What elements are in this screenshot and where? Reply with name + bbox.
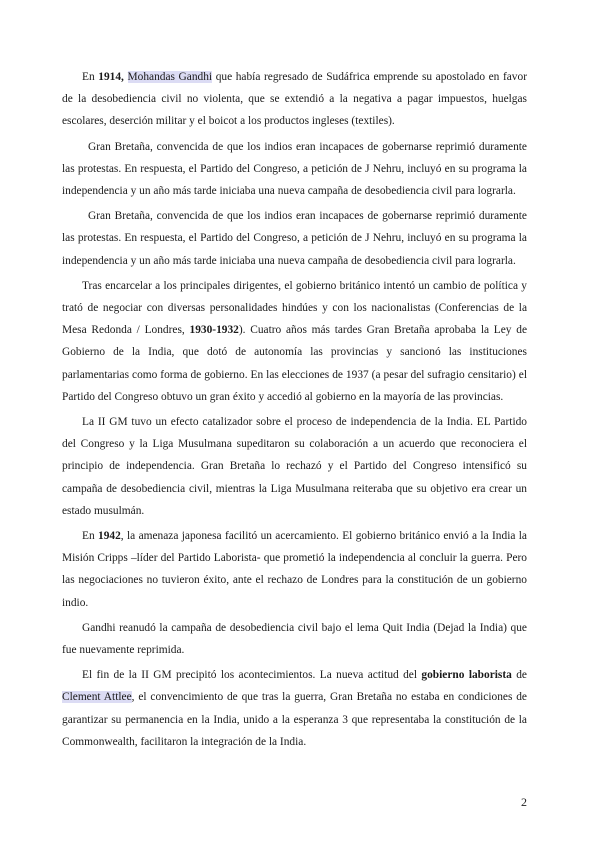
year-bold: 1914, — [98, 71, 124, 83]
text-segment: En — [82, 530, 99, 543]
text-segment: El fin de la II GM precipitó los acontecimientos. La nueva actitud del — [82, 669, 422, 682]
highlighted-name-gandhi[interactable]: Mohandas Gandhi — [127, 71, 213, 83]
paragraph-repression-2 — [62, 205, 527, 272]
year-bold: 1942 — [98, 530, 121, 543]
paragraph-quit-india — [62, 617, 527, 661]
highlighted-name-attlee[interactable]: Clement Attlee — [62, 691, 132, 704]
text-segment: , la amenaza japonesa facilitó un acercamiento. El gobierno británico envió a la India la Misión Cripps –líder del Partido Laborista- que prometió la independencia al concluir la guerra. Pero las negociaciones no tuvieron éxito, ante el rechazo de Londres para la constitución de un gobierno indio. — [62, 530, 527, 609]
text-segment: Gran Bretaña, convencida de que los indios eran incapaces de gobernarse reprimió duramente las protestas. En respuesta, el Partido del Congreso, a petición de J Nehru, incluyó en su programa la independencia y un año más tarde iniciaba una nueva campaña de desobediencia civil para lograrla. — [62, 210, 527, 267]
text-segment: ). Cuatro años más tardes Gran Bretaña aprobaba la Ley de Gobierno de la India, que dotó de autonomía las provincias y sancionó las instituciones parlamentarias como forma de gobierno. En las elecciones de 1937 (a pesar del sufragio censitario) el Partido del Congreso obtuvo un gran éxito y accedió al gobierno en la mayoría de las provincias. — [62, 324, 527, 403]
paragraph-wwii-catalyst — [62, 411, 527, 522]
page-number: 2 — [521, 795, 527, 809]
text-segment: Gandhi reanudó la campaña de desobediencia civil bajo el lema Quit India (Dejad la India) que fue nuevamente reprimida. — [62, 621, 527, 657]
paragraph-round-table — [62, 275, 527, 408]
text-segment: , el convencimiento de que tras la guerra, Gran Bretaña no estaba en condiciones de garantizar su permanencia en la India, unido a la esperanza 3 que representaba la constitución de la Commonwealth, facilitaron la integración de la India. — [62, 691, 527, 748]
text-segment: que había regresado de Sudáfrica emprende su apostolado en favor de la desobediencia civil no violenta, que se extendió a la negativa a pagar impuestos, huelgas escolares, deserción militar y el boicot a los productos ingleses (textiles). — [62, 71, 527, 128]
paragraph-gandhi-1914 — [62, 66, 527, 133]
text-segment: Gran Bretaña, convencida de que los indios eran incapaces de gobernarse reprimió duramente las protestas. En respuesta, el Partido del Congreso, a petición de J Nehru, incluyó en su programa la independencia y un año más tarde iniciaba una nueva campaña de desobediencia civil para lograrla. — [62, 140, 527, 198]
years-bold: 1930-1932 — [189, 324, 239, 337]
paragraph-repression-1 — [62, 136, 527, 203]
paragraph-1942 — [62, 525, 527, 614]
text-segment: de — [511, 669, 527, 682]
text-segment: Tras encarcelar a los principales dirigentes, el gobierno británico intentó un cambio de política y trató de negociar con diversas personalidades hindúes y con los nacionalistas (Conferencias de la Mesa Redonda / Londres, — [62, 279, 527, 337]
labour-government-bold: gobierno laborista — [421, 669, 512, 682]
paragraph-end-wwii — [62, 664, 527, 753]
text-segment — [124, 71, 128, 83]
document-body — [62, 66, 527, 756]
text-segment: La II GM tuvo un efecto catalizador sobre el proceso de independencia de la India. EL Partido del Congreso y la Liga Musulmana supeditaron su colaboración a un acuerdo que reconociera el principio de independencia. Gran Bretaña lo rechazó y el Partido del Congreso intensificó su campaña de desobediencia civil, mientras la Liga Musulmana reiteraba que su objetivo era crear un estado musulmán. — [62, 416, 527, 517]
text-segment: En — [82, 71, 99, 83]
